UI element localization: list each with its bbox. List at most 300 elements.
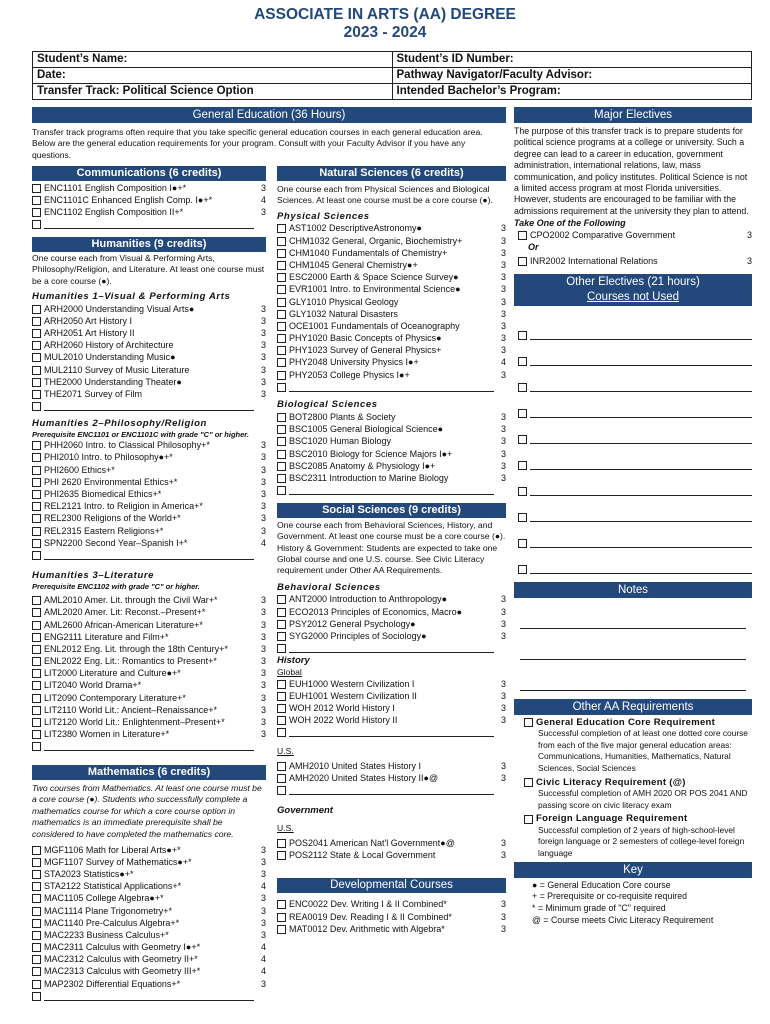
checkbox[interactable] xyxy=(277,425,286,434)
blank-line[interactable] xyxy=(289,383,494,392)
checkbox[interactable] xyxy=(32,329,41,338)
course-row[interactable] xyxy=(32,716,266,728)
elective-row-1[interactable] xyxy=(518,314,752,340)
course-row[interactable] xyxy=(277,296,506,308)
checkbox[interactable] xyxy=(277,358,286,367)
course-row[interactable] xyxy=(32,476,266,488)
course-credits: 3 xyxy=(260,856,266,867)
humanities-visual-blank-row[interactable] xyxy=(32,400,266,412)
course-row[interactable] xyxy=(32,440,266,452)
blank-line[interactable] xyxy=(530,331,752,340)
checkbox[interactable] xyxy=(32,846,41,855)
checkbox[interactable] xyxy=(32,305,41,314)
checkbox[interactable] xyxy=(32,706,41,715)
checkbox[interactable] xyxy=(32,317,41,326)
course-name: PHY1020 Basic Concepts of Physics● xyxy=(289,333,442,344)
course-row[interactable] xyxy=(32,513,266,525)
course-row[interactable] xyxy=(32,954,266,966)
checkbox[interactable] xyxy=(277,334,286,343)
course-row[interactable] xyxy=(277,760,506,772)
course-row[interactable] xyxy=(277,618,506,630)
course-credits: 3 xyxy=(260,668,266,679)
course-name: INR2002 International Relations xyxy=(530,255,658,266)
checkbox[interactable] xyxy=(32,453,41,462)
course-credits: 3 xyxy=(260,595,266,606)
checkbox[interactable] xyxy=(277,322,286,331)
checkbox[interactable] xyxy=(277,608,286,617)
course-credits: 3 xyxy=(260,303,266,314)
checkbox[interactable] xyxy=(32,669,41,678)
physical-sciences-blank-row[interactable] xyxy=(277,381,506,393)
course-row[interactable] xyxy=(32,619,266,631)
course-credits: 3 xyxy=(500,472,506,483)
course-row[interactable] xyxy=(277,308,506,320)
humanities-phil-blank-row[interactable] xyxy=(32,549,266,561)
checkbox[interactable] xyxy=(32,502,41,511)
checkbox[interactable] xyxy=(518,409,527,418)
checkbox[interactable] xyxy=(277,474,286,483)
checkbox[interactable] xyxy=(32,196,41,205)
student-info-right xyxy=(392,52,752,99)
blank-line[interactable] xyxy=(530,513,752,522)
course-row[interactable] xyxy=(32,655,266,667)
mathematics-blank-row[interactable] xyxy=(32,990,266,1002)
course-row[interactable] xyxy=(277,345,506,357)
key-item: @ = Course meets Civic Literacy Requirement xyxy=(532,915,714,926)
aa-requirement-head[interactable] xyxy=(514,717,752,729)
behavioral-sciences-blank-row[interactable] xyxy=(277,643,506,655)
checkbox[interactable] xyxy=(32,514,41,523)
elective-row-8[interactable] xyxy=(518,496,752,522)
course-row[interactable] xyxy=(277,678,506,690)
elective-row-2[interactable] xyxy=(518,340,752,366)
checkbox[interactable] xyxy=(32,551,41,560)
advisor-field[interactable]: Pathway Navigator/Faculty Advisor: xyxy=(393,67,752,83)
course-row[interactable] xyxy=(32,595,266,607)
course-row[interactable] xyxy=(32,868,266,880)
course-row[interactable] xyxy=(32,704,266,716)
checkbox[interactable] xyxy=(277,632,286,641)
checkbox[interactable] xyxy=(32,730,41,739)
course-row[interactable] xyxy=(277,460,506,472)
course-row[interactable] xyxy=(32,376,266,388)
checkbox[interactable] xyxy=(32,208,41,217)
course-row[interactable] xyxy=(32,942,266,954)
course-credits: 3 xyxy=(500,272,506,283)
checkbox[interactable] xyxy=(277,925,286,934)
checkbox[interactable] xyxy=(32,967,41,976)
checkbox[interactable] xyxy=(277,298,286,307)
course-row[interactable] xyxy=(277,773,506,785)
natural-sciences-intro: One course each from Physical Sciences and Biological Sciences. At least one course must be a core course (●). xyxy=(277,184,493,206)
checkbox[interactable] xyxy=(32,353,41,362)
course-row[interactable] xyxy=(32,464,266,476)
checkbox[interactable] xyxy=(518,487,527,496)
course-name: MAC2312 Calculus with Geometry II+* xyxy=(44,954,198,965)
course-name: POS2041 American Nat'l Government●@ xyxy=(289,838,455,849)
course-name: THE2000 Understanding Theater● xyxy=(44,376,182,387)
history-us-blank-row[interactable] xyxy=(277,785,506,797)
course-row[interactable] xyxy=(277,369,506,381)
checkbox[interactable] xyxy=(32,466,41,475)
history-global-list xyxy=(277,678,506,727)
course-row[interactable] xyxy=(32,893,266,905)
course-row[interactable] xyxy=(277,837,506,849)
course-name: BOT2800 Plants & Society xyxy=(289,412,396,423)
course-credits: 3 xyxy=(500,899,506,910)
checkbox[interactable] xyxy=(277,839,286,848)
checkbox[interactable] xyxy=(32,657,41,666)
course-row[interactable] xyxy=(32,905,266,917)
checkbox[interactable] xyxy=(32,694,41,703)
humanities-phil-header: Humanities 2–Philosophy/Religion xyxy=(32,417,207,429)
checkbox[interactable] xyxy=(32,608,41,617)
checkbox[interactable] xyxy=(32,645,41,654)
checkbox[interactable] xyxy=(524,815,533,824)
checkbox[interactable] xyxy=(277,437,286,446)
student-name-field[interactable]: Student’s Name: xyxy=(37,53,128,65)
checkbox[interactable] xyxy=(277,273,286,282)
course-name: EUH1000 Western Civilization I xyxy=(289,678,415,689)
checkbox[interactable] xyxy=(32,742,41,751)
course-credits: 3 xyxy=(500,308,506,319)
checkbox[interactable] xyxy=(277,486,286,495)
course-credits: 3 xyxy=(260,893,266,904)
communications-blank-row[interactable] xyxy=(32,219,266,231)
notes-lines[interactable] xyxy=(514,598,752,691)
course-row[interactable] xyxy=(32,643,266,655)
checkbox[interactable] xyxy=(518,383,527,392)
course-credits: 3 xyxy=(260,905,266,916)
course-row[interactable] xyxy=(32,631,266,643)
course-credits: 3 xyxy=(260,607,266,618)
course-row[interactable] xyxy=(32,194,266,206)
course-credits: 3 xyxy=(500,460,506,471)
course-row[interactable] xyxy=(32,340,266,352)
checkbox[interactable] xyxy=(32,390,41,399)
checkbox[interactable] xyxy=(32,341,41,350)
humanities-phil-list xyxy=(32,440,266,550)
course-name: ENC0022 Dev. Writing I & II Combined* xyxy=(289,899,447,910)
checkbox[interactable] xyxy=(277,595,286,604)
checkbox[interactable] xyxy=(32,378,41,387)
checkbox[interactable] xyxy=(277,413,286,422)
checkbox[interactable] xyxy=(518,231,527,240)
checkbox[interactable] xyxy=(32,621,41,630)
course-credits: 3 xyxy=(260,729,266,740)
checkbox[interactable] xyxy=(277,913,286,922)
blank-line[interactable] xyxy=(289,786,494,795)
course-credits: 3 xyxy=(500,923,506,934)
course-name: LIT2090 Contemporary Literature+* xyxy=(44,692,186,703)
checkbox[interactable] xyxy=(277,692,286,701)
course-row[interactable] xyxy=(32,303,266,315)
humanities-lit-blank-row[interactable] xyxy=(32,741,266,753)
mathematics-intro: Two courses from Mathematics. At least one course must be a core course (●). Students who successfully complete a mathematics course for which a core course option in mathematics is an immediate prerequisite shall be considered to have completed the mathematics core. xyxy=(32,782,262,839)
checkbox[interactable] xyxy=(277,644,286,653)
checkbox[interactable] xyxy=(277,310,286,319)
course-row[interactable] xyxy=(277,899,506,911)
course-credits: 4 xyxy=(260,966,266,977)
course-name: AML2600 African-American Literature+* xyxy=(44,619,203,630)
checkbox[interactable] xyxy=(32,980,41,989)
checkbox[interactable] xyxy=(32,366,41,375)
checkbox[interactable] xyxy=(32,681,41,690)
checkbox[interactable] xyxy=(277,371,286,380)
course-row[interactable] xyxy=(32,327,266,339)
elective-row-4[interactable] xyxy=(518,392,752,418)
course-row[interactable] xyxy=(277,333,506,345)
checkbox[interactable] xyxy=(32,402,41,411)
student-info-left xyxy=(33,52,392,99)
course-row[interactable] xyxy=(277,703,506,715)
course-name: ARH2051 Art History II xyxy=(44,327,135,338)
checkbox[interactable] xyxy=(518,357,527,366)
checkbox[interactable] xyxy=(518,565,527,574)
aa-requirement xyxy=(514,717,752,775)
course-row[interactable] xyxy=(277,923,506,935)
elective-row-6[interactable] xyxy=(518,444,752,470)
course-row[interactable] xyxy=(32,680,266,692)
checkbox[interactable] xyxy=(277,762,286,771)
checkbox[interactable] xyxy=(32,441,41,450)
course-row[interactable] xyxy=(277,223,506,235)
course-name: ENL2022 Eng. Lit.: Romantics to Present+* xyxy=(44,656,217,667)
checkbox[interactable] xyxy=(518,513,527,522)
checkbox[interactable] xyxy=(277,450,286,459)
blank-line[interactable] xyxy=(289,486,494,495)
major-course-a[interactable] xyxy=(514,229,752,241)
checkbox[interactable] xyxy=(277,680,286,689)
course-row[interactable] xyxy=(32,352,266,364)
aa-requirement-head[interactable] xyxy=(514,813,752,825)
checkbox[interactable] xyxy=(32,894,41,903)
checkbox[interactable] xyxy=(518,539,527,548)
course-name: ENC1101 English Composition I●+* xyxy=(44,182,187,193)
course-row[interactable] xyxy=(32,978,266,990)
elective-row-9[interactable] xyxy=(518,522,752,548)
checkbox[interactable] xyxy=(32,596,41,605)
checkbox[interactable] xyxy=(524,778,533,787)
course-row[interactable] xyxy=(32,966,266,978)
course-row[interactable] xyxy=(32,452,266,464)
elective-row-10[interactable] xyxy=(518,548,752,574)
course-row[interactable] xyxy=(277,284,506,296)
checkbox[interactable] xyxy=(277,462,286,471)
bachelor-program-field[interactable]: Intended Bachelor’s Program: xyxy=(393,83,752,99)
humanities-intro: One course each from Visual & Performing Arts, Philosophy/Religion, and Literature. At least one course must be a core course (●). xyxy=(32,252,265,286)
checkbox[interactable] xyxy=(32,943,41,952)
course-row[interactable] xyxy=(277,436,506,448)
checkbox[interactable] xyxy=(277,704,286,713)
checkbox[interactable] xyxy=(518,331,527,340)
checkbox[interactable] xyxy=(277,716,286,725)
course-row[interactable] xyxy=(277,715,506,727)
elective-row-3[interactable] xyxy=(518,366,752,392)
checkbox[interactable] xyxy=(32,539,41,548)
checkbox[interactable] xyxy=(32,992,41,1001)
blank-line[interactable] xyxy=(44,220,254,229)
course-row[interactable] xyxy=(32,917,266,929)
course-row[interactable] xyxy=(32,488,266,500)
blank-line[interactable] xyxy=(530,487,752,496)
major-course-b[interactable] xyxy=(514,255,752,267)
blank-line[interactable] xyxy=(530,565,752,574)
checkbox[interactable] xyxy=(277,383,286,392)
course-row[interactable] xyxy=(277,448,506,460)
checkbox[interactable] xyxy=(32,907,41,916)
checkbox[interactable] xyxy=(277,774,286,783)
course-row[interactable] xyxy=(32,364,266,376)
blank-line[interactable] xyxy=(44,402,254,411)
student-id-field[interactable]: Student’s ID Number: xyxy=(396,53,514,65)
course-credits: 3 xyxy=(260,489,266,500)
checkbox[interactable] xyxy=(32,220,41,229)
course-credits: 3 xyxy=(500,678,506,689)
aa-requirement-text: Successful completion of at least one dotted core course from each of the five major general education areas: Communications, Humanities, Mathematics, Natural Sciences, Social Sciences xyxy=(538,728,748,773)
checkbox[interactable] xyxy=(32,633,41,642)
elective-row-5[interactable] xyxy=(518,418,752,444)
checkbox[interactable] xyxy=(32,955,41,964)
biological-sciences-blank-row[interactable] xyxy=(277,485,506,497)
course-row[interactable] xyxy=(277,357,506,369)
course-row[interactable] xyxy=(277,606,506,618)
checkbox[interactable] xyxy=(518,461,527,470)
blank-line[interactable] xyxy=(44,551,254,560)
checkbox[interactable] xyxy=(277,728,286,737)
blank-line[interactable] xyxy=(289,728,494,737)
course-credits: 3 xyxy=(500,424,506,435)
course-row[interactable] xyxy=(32,525,266,537)
blank-line[interactable] xyxy=(530,539,752,548)
notes-line[interactable] xyxy=(520,660,746,691)
course-credits: 3 xyxy=(260,206,266,217)
checkbox[interactable] xyxy=(32,184,41,193)
notes-line[interactable] xyxy=(520,629,746,660)
checkbox[interactable] xyxy=(277,900,286,909)
course-row[interactable] xyxy=(277,247,506,259)
blank-line[interactable] xyxy=(530,435,752,444)
course-credits: 3 xyxy=(260,717,266,728)
course-row[interactable] xyxy=(277,630,506,642)
course-row[interactable] xyxy=(277,594,506,606)
course-row[interactable] xyxy=(32,501,266,513)
course-row[interactable] xyxy=(32,537,266,549)
checkbox[interactable] xyxy=(277,261,286,270)
checkbox[interactable] xyxy=(277,786,286,795)
checkbox[interactable] xyxy=(518,257,527,266)
blank-line[interactable] xyxy=(530,357,752,366)
course-name: AMH2010 United States History I xyxy=(289,761,422,772)
course-name: LIT2110 World Lit.: Ancient–Renaissance+* xyxy=(44,704,218,715)
course-name: REL2300 Religions of the World+* xyxy=(44,513,181,524)
course-row[interactable] xyxy=(277,411,506,423)
history-global-blank-row[interactable] xyxy=(277,727,506,739)
gen-ed-intro: Transfer track programs often require that you take specific general education courses in each general education area. Below are the general education requirements for your program. Consult with your Faculty Advisor if you have any questions. xyxy=(32,127,483,160)
course-row[interactable] xyxy=(32,182,266,194)
checkbox[interactable] xyxy=(32,490,41,499)
course-row[interactable] xyxy=(32,929,266,941)
course-row[interactable] xyxy=(32,729,266,741)
checkbox[interactable] xyxy=(32,718,41,727)
checkbox[interactable] xyxy=(277,346,286,355)
course-row[interactable] xyxy=(32,388,266,400)
course-credits: 3 xyxy=(260,388,266,399)
course-row[interactable] xyxy=(277,690,506,702)
aa-requirement-title: General Education Core Requirement xyxy=(536,716,716,728)
blank-line[interactable] xyxy=(44,992,254,1001)
course-row[interactable] xyxy=(32,206,266,218)
checkbox[interactable] xyxy=(32,882,41,891)
notes-line[interactable] xyxy=(520,598,746,629)
aa-requirement-title: Civic Literacy Requirement (@) xyxy=(536,776,686,788)
course-credits: 3 xyxy=(260,917,266,928)
physical-sciences-list xyxy=(277,223,506,381)
course-row[interactable] xyxy=(32,844,266,856)
humanities-visual-list xyxy=(32,303,266,401)
blank-line[interactable] xyxy=(530,461,752,470)
course-row[interactable] xyxy=(277,424,506,436)
checkbox[interactable] xyxy=(524,718,533,727)
aa-requirement-head[interactable] xyxy=(514,777,752,789)
course-row[interactable] xyxy=(277,320,506,332)
course-row[interactable] xyxy=(277,850,506,862)
course-row[interactable] xyxy=(32,856,266,868)
checkbox[interactable] xyxy=(277,620,286,629)
course-row[interactable] xyxy=(32,692,266,704)
course-name: SYG2000 Principles of Sociology● xyxy=(289,630,427,641)
course-row[interactable] xyxy=(277,272,506,284)
course-row[interactable] xyxy=(277,911,506,923)
elective-row-7[interactable] xyxy=(518,470,752,496)
course-name: AMH2020 United States History II●@ xyxy=(289,773,439,784)
course-row[interactable] xyxy=(277,235,506,247)
course-credits: 3 xyxy=(260,315,266,326)
course-row[interactable] xyxy=(277,259,506,271)
course-row[interactable] xyxy=(32,881,266,893)
checkbox[interactable] xyxy=(277,249,286,258)
checkbox[interactable] xyxy=(277,285,286,294)
checkbox[interactable] xyxy=(32,858,41,867)
student-info-table xyxy=(32,51,752,100)
date-field[interactable]: Date: xyxy=(33,67,392,83)
checkbox[interactable] xyxy=(32,527,41,536)
checkbox[interactable] xyxy=(32,919,41,928)
course-row[interactable] xyxy=(32,315,266,327)
course-row[interactable] xyxy=(32,607,266,619)
course-row[interactable] xyxy=(277,472,506,484)
checkbox[interactable] xyxy=(32,870,41,879)
blank-line[interactable] xyxy=(289,644,494,653)
course-credits: 3 xyxy=(260,501,266,512)
course-row[interactable] xyxy=(32,668,266,680)
course-name: CPO2002 Comparative Government xyxy=(530,229,676,240)
course-name: MGF1106 Math for Liberal Arts●+* xyxy=(44,844,181,855)
page-title: ASSOCIATE IN ARTS (AA) DEGREE xyxy=(254,6,516,23)
blank-line[interactable] xyxy=(44,742,254,751)
course-credits: 3 xyxy=(260,327,266,338)
checkbox[interactable] xyxy=(277,237,286,246)
checkbox[interactable] xyxy=(32,478,41,487)
checkbox[interactable] xyxy=(32,931,41,940)
course-credits: 3 xyxy=(500,247,506,258)
blank-line[interactable] xyxy=(530,383,752,392)
blank-line[interactable] xyxy=(530,409,752,418)
checkbox[interactable] xyxy=(277,224,286,233)
checkbox[interactable] xyxy=(518,435,527,444)
checkbox[interactable] xyxy=(277,851,286,860)
course-name: PHY2053 College Physics I●+ xyxy=(289,369,410,380)
